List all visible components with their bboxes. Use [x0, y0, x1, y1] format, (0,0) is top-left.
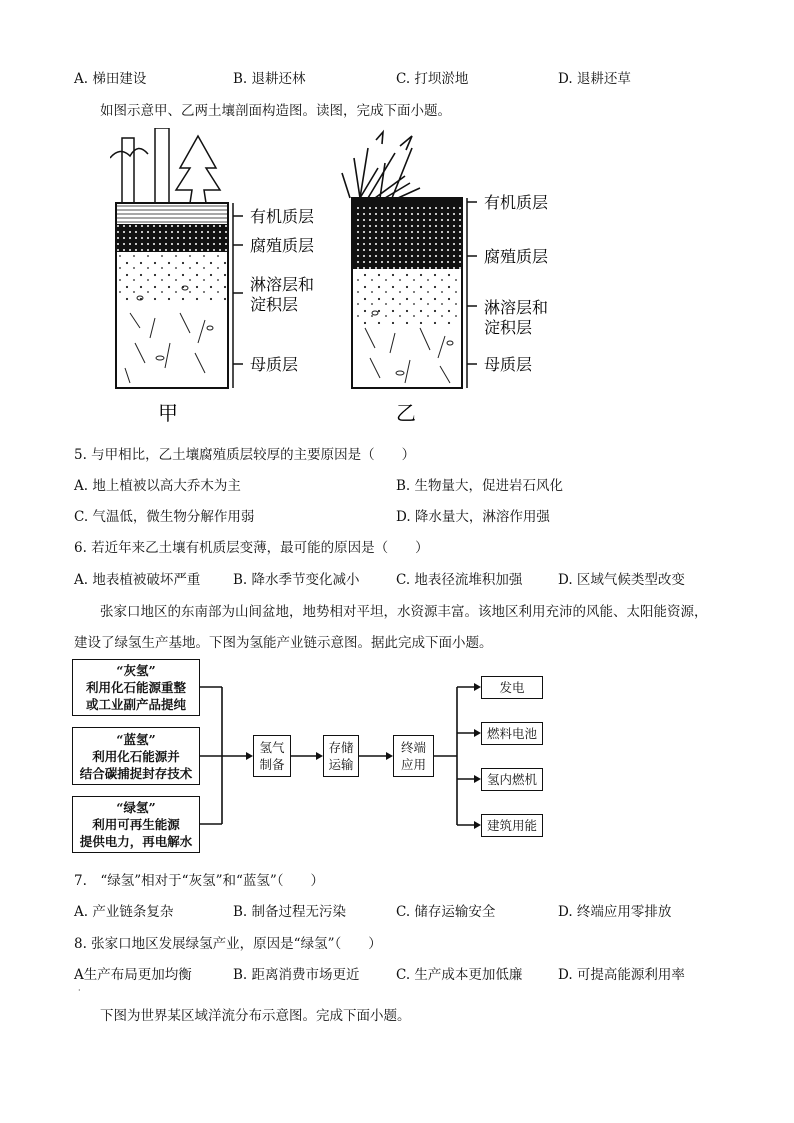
- flow-use-combustion-engine: 氢内燃机: [481, 768, 543, 791]
- q5-option-d: D. 降水量大，淋溶作用强: [396, 509, 550, 525]
- q6-option-a: A. 地表植被破坏严重: [74, 572, 201, 588]
- q6-option-b: B. 降水季节变化减小: [233, 572, 360, 588]
- q7-stem: 7. “绿氢”相对于“灰氢”和“蓝氢”（ ）: [74, 873, 325, 889]
- flow-blue-hydrogen: “蓝氢” 利用化石能源并 结合碳捕捉封存技术: [72, 727, 200, 785]
- yi-label-humus: 腐殖质层: [484, 247, 549, 266]
- caption-yi: 乙: [396, 401, 416, 425]
- jia-label-eluvial-1: 淋溶层和: [250, 275, 315, 294]
- q6-option-d: D. 区域气候类型改变: [558, 572, 685, 588]
- arrow-head-6: [474, 775, 481, 783]
- flow-step-production: 氢气 制备: [253, 735, 291, 777]
- flow-step-storage: 存储 运输: [323, 735, 359, 777]
- q4-option-c: C. 打坝淤地: [396, 71, 469, 87]
- q7-option-c: C. 储存运输安全: [396, 904, 496, 920]
- flow-grey-hydrogen: “灰氢” 利用化石能源重整 或工业副产品提纯: [72, 659, 200, 716]
- flow-use-building-energy: 建筑用能: [481, 814, 543, 837]
- q7-option-b: B. 制备过程无污染: [233, 904, 347, 920]
- yi-label-organic: 有机质层: [484, 193, 549, 212]
- q8-option-a: A生产布局更加均衡: [74, 967, 192, 983]
- q4-option-d: D. 退耕还草: [558, 71, 631, 87]
- jia-label-parent: 母质层: [250, 355, 299, 374]
- q5-option-a: A. 地上植被以高大乔木为主: [74, 478, 241, 494]
- q7-option-d: D. 终端应用零排放: [558, 904, 672, 920]
- flow-use-power: 发电: [481, 676, 543, 699]
- stray-mark: ·: [78, 986, 81, 995]
- soil-intro: 如图示意甲、乙两土壤剖面构造图。读图，完成下面小题。: [100, 103, 451, 119]
- q7-option-a: A. 产业链条复杂: [74, 904, 174, 920]
- flow-use-fuel-cell: 燃料电池: [481, 722, 543, 745]
- q5-option-c: C. 气温低，微生物分解作用弱: [74, 509, 255, 525]
- q6-option-c: C. 地表径流堆积加强: [396, 572, 523, 588]
- arrow-head-4: [474, 683, 481, 691]
- q8-stem: 8. 张家口地区发展绿氢产业，原因是“绿氢”（ ）: [74, 936, 382, 952]
- arrow-head-1: [246, 752, 253, 760]
- hydrogen-intro-line2: 建设了绿氢生产基地。下图为氢能产业链示意图。据此完成下面小题。: [74, 635, 493, 651]
- arrow-head-7: [474, 821, 481, 829]
- q8-option-d: D. 可提高能源利用率: [558, 967, 685, 983]
- q5-option-b: B. 生物量大，促进岩石风化: [396, 478, 564, 494]
- flow-step-application: 终端 应用: [393, 735, 434, 777]
- hydrogen-intro-line1: 张家口地区的东南部为山间盆地，地势相对平坦，水资源丰富。该地区利用充沛的风能、太阳能资源，: [100, 604, 708, 620]
- arrow-head-2: [316, 752, 323, 760]
- q8-option-b: B. 距离消费市场更近: [233, 967, 360, 983]
- yi-label-eluvial-1: 淋溶层和: [484, 298, 549, 317]
- flow-green-hydrogen: “绿氢” 利用可再生能源 提供电力，再电解水: [72, 796, 200, 853]
- arrow-head-3: [386, 752, 393, 760]
- q4-option-b: B. 退耕还林: [233, 71, 306, 87]
- jia-label-humus: 腐殖质层: [250, 236, 315, 255]
- yi-label-parent: 母质层: [484, 355, 533, 374]
- yi-label-eluvial-2: 淀积层: [484, 318, 533, 337]
- jia-label-organic: 有机质层: [250, 207, 315, 226]
- q5-stem: 5. 与甲相比，乙土壤腐殖质层较厚的主要原因是（ ）: [74, 447, 416, 463]
- arrow-head-5: [474, 729, 481, 737]
- q4-option-a: A. 梯田建设: [74, 71, 147, 87]
- ocean-intro: 下图为世界某区域洋流分布示意图。完成下面小题。: [100, 1008, 411, 1024]
- q6-stem: 6. 若近年来乙土壤有机质层变薄，最可能的原因是（ ）: [74, 540, 429, 556]
- q8-option-c: C. 生产成本更加低廉: [396, 967, 523, 983]
- caption-jia: 甲: [158, 401, 178, 425]
- jia-label-eluvial-2: 淀积层: [250, 295, 299, 314]
